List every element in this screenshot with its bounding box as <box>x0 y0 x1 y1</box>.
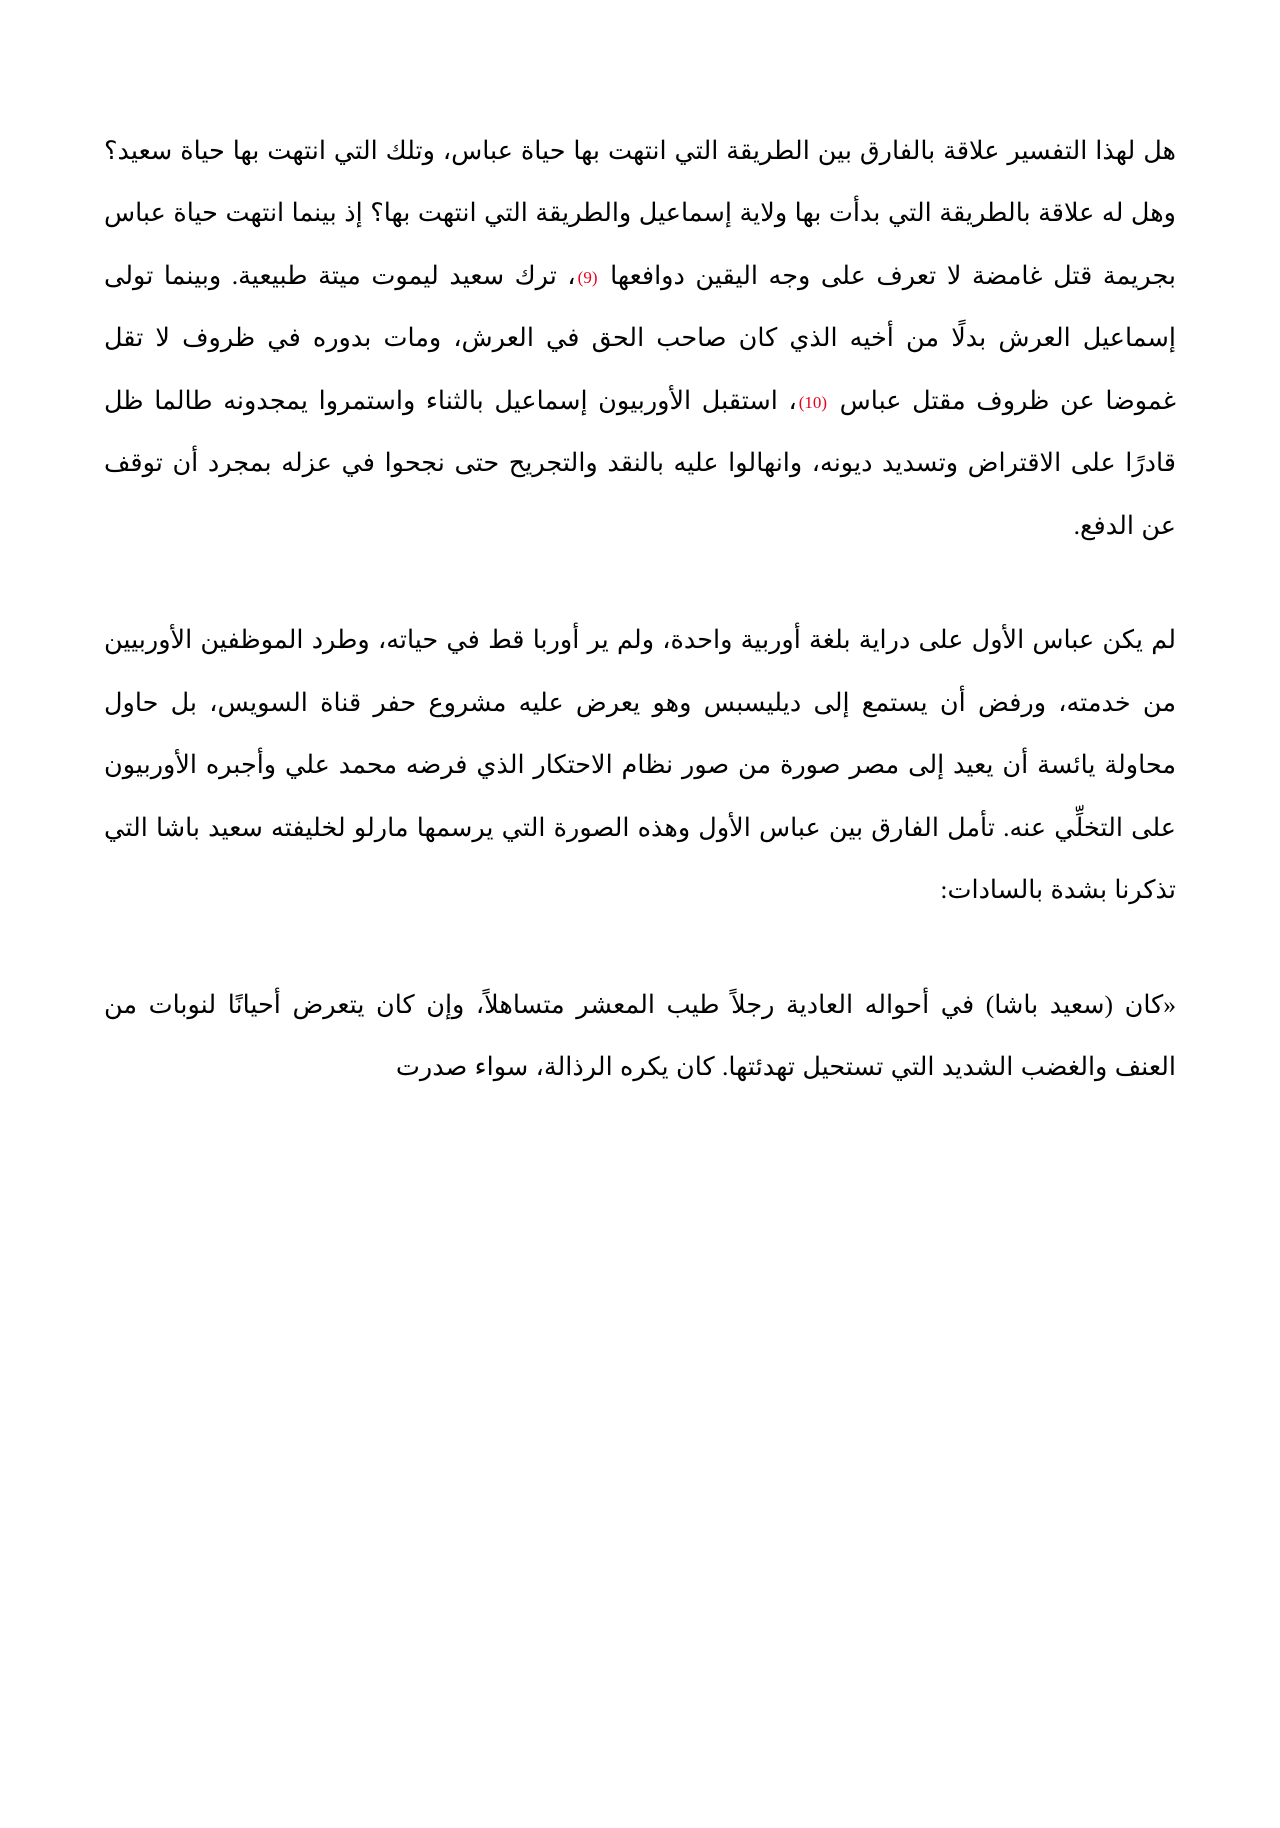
footnote-marker[interactable]: (10) <box>798 392 828 412</box>
paragraph-text-run: «كان (سعيد باشا) في أحواله العادية رجلاً طيب المعشر متساهلاً، وإن كان يتعرض أحيانًا لنوبات من العنف والغضب الشديد التي تستحيل تهدئتها. كان يكره الرذالة، سواء صدرت <box>104 989 1176 1082</box>
paragraph-text-run: ، ترك سعيد ليموت ميتة طبيعية. وبينما تولى إسماعيل العرش بدلًا من أخيه الذي كان صاحب الحق في العرش، ومات بدوره في ظروف لا تقل غموضا عن ظروف مقتل عباس <box>104 260 1176 415</box>
paragraph-text-run: لم يكن عباس الأول على دراية بلغة أوربية واحدة، ولم ير أوربا قط في حياته، وطرد الموظفين الأوربيين من خدمته، ورفض أن يستمع إلى ديليسبس وهو يعرض عليه مشروع حفر قناة السويس، بل حاول محاولة يائسة أن يعيد إلى مصر صورة من صور نظام الاحتكار الذي فرضه محمد علي وأجبره الأوربيون على التخلِّي عنه. تأمل الفارق بين عباس الأول وهذه الصورة التي يرسمها مارلو لخليفته سعيد باشا التي تذكرنا بشدة بالسادات: <box>104 625 1176 905</box>
paragraph-2 <box>104 609 1176 921</box>
paragraph-3-quote <box>104 974 1176 1099</box>
paragraph-1 <box>104 120 1176 557</box>
footnote-marker[interactable]: (9) <box>577 267 598 287</box>
paragraph-text-run: هل لهذا التفسير علاقة بالفارق بين الطريقة التي انتهت بها حياة عباس، وتلك التي انتهت بها حياة سعيد؟ وهل له علاقة بالطريقة التي بدأت بها ولاية إسماعيل والطريقة التي انتهت بها؟ إذ بينما انتهت حياة عباس بجريمة قتل غامضة لا تعرف على وجه اليقين دوافعها <box>104 136 1177 290</box>
paragraph-text-run: ، استقبل الأوربيون إسماعيل بالثناء واستمروا يمجدونه طالما ظل قادرًا على الاقتراض وتسديد ديونه، وانهالوا عليه بالنقد والتجريح حتى نجحوا في عزله بمجرد أن توقف عن الدفع. <box>104 385 1176 540</box>
document-body <box>104 120 1176 1099</box>
